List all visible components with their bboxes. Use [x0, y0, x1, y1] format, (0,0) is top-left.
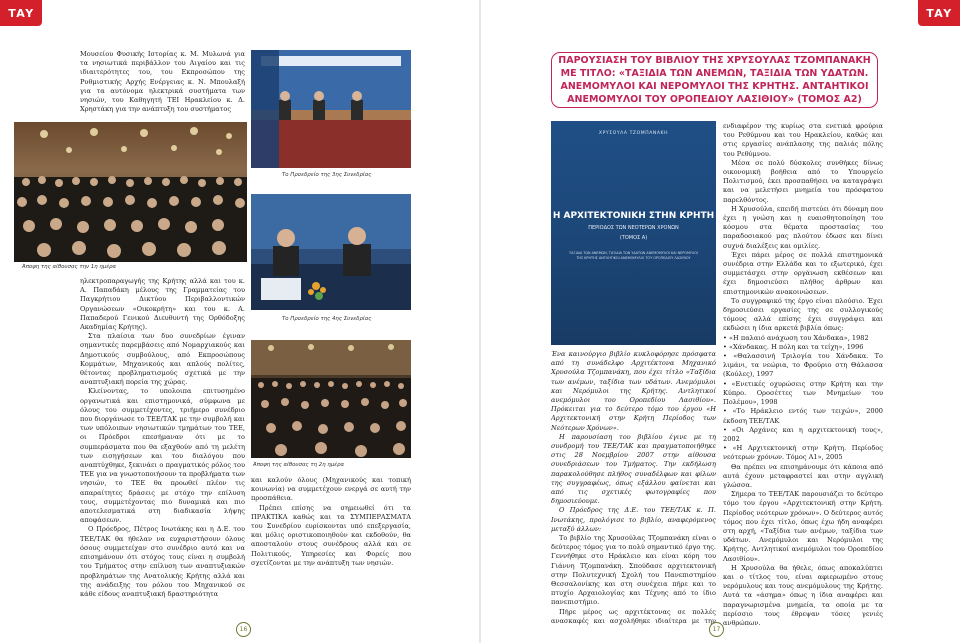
left-col1-top-text	[80, 50, 245, 120]
caption-hall-day1: Άποψη της αίθουσας την 1η ημέρα	[22, 264, 117, 270]
right-col1-text	[551, 350, 716, 625]
paragraph: Το συγγραφικό της έργο είναι πλούσιο. Έχει δημοσιεύσει εργασίες της σε συλλογικούς τόμους αλλά επίσης έχει συγγράψει και εκδώσει η ίδια αρκετά βιβλία όπως:	[723, 296, 883, 333]
book-author: ΧΡΥΣΟΥΛΑ ΤΖΟΜΠΑΝΑΚΗ	[598, 131, 669, 136]
paragraph: Μουσείου Φυσικής Ιστορίας κ. Μ. Μυλωνά για τα νησιωτικά περιβάλλον του Αιγαίου και τις ιδιαιτερότητες του, του Εκπροσώπου της Ρυθμιστικής Αρχής Ενέργειας κ. Ν. Μπουλαξή για τα αυτόνομα ηλεκτρικά συστήματα των νησιών, του Καθηγητή ΤΕΙ Ηρακλείου κ. Δ. Χρηστάκη για την ανάπτυξη του συστήματος	[80, 50, 245, 114]
book-volume: (ΤΟΜΟΣ Α)	[619, 235, 648, 241]
paragraph: Σήμερα το ΤΕΕ/ΤΑΚ παρουσιάζει το δεύτερο τόμο του έργου «Αρχιτεκτονική στην Κρήτη. Περίοδος νεότερων χρόνων». Ο δεύτερος αυτός τόμος που έχει τίτλο, όπως έχω ήδη αναφέρει στη αρχή, «Ταξίδια των ανέμων, ταξίδια των υδάτων. Ανεμόμυλοι και Νερόμυλοι της Κρήτης. Αντλητικοί ανεμόμυλοι του Οροπεδίου Λασιθίου».	[723, 490, 883, 563]
left-col1-bottom-text	[80, 277, 245, 619]
caption-presidium-4th: Το Προεδρείο της 4ης Συνεδρίας	[282, 316, 372, 322]
photo-hall-day1	[14, 122, 247, 262]
audience-photo-illustration	[251, 340, 411, 458]
caption-hall-day2: Άποψη της αίθουσας τη 2η ημέρα	[253, 462, 345, 468]
paragraph: Πήρε μέρος ως αρχιτέκτονας σε πολλές ανασκαφές και ασχολήθηκε ιδιαίτερα με την	[551, 607, 716, 625]
audience-photo-illustration	[14, 122, 247, 262]
paragraph: Η Χρυσούλα θα ήθελε, όπως αποκαλύπτει και ο τίτλος του, είναι αφιερωμένο στους νερόμυλους και τους ανεμόμυλους της Κρήτης. Αυτά τα «άσημα» όπως η ίδια αναφέρει και παραγνωρισμένα μνημεία, τα οποία με τα περίσσιο τους έθρεψαν τόσες γενιές ανθρώπων.	[723, 563, 883, 627]
list-item: • «Χάνδακας. Η πόλη και τα τείχη», 1996	[723, 343, 883, 352]
page-number-left: 16	[236, 622, 251, 637]
page-number-right: 17	[709, 622, 724, 637]
left-col2-text	[251, 476, 411, 566]
list-item: • «Θαλασσινή Τριλογία του Χάνδακα. Το λιμάνι, τα νεώρια, το Φρούριο στη Θάλασσα (Κούλες), 1997	[723, 352, 883, 380]
photo-presidium-4th-session	[251, 194, 411, 310]
list-item: • «Ενετικές οχυρώσεις στην Κρήτη και την Κύπρο. Οροσέττες των Μνημείων του Πολέμου», 1998	[723, 380, 883, 408]
paragraph: ενδιαφέρον της κυρίως στα ενετικά φρούρια του Ρεθύμνου και του Ηρακλείου, καθώς και στις εργασίες ανάπλασης της παλιάς πόλης του Ρεθύμνου.	[723, 122, 883, 158]
paragraph: Κλείνοντας, το υπολοιπα επιτυσημένο οργανωτικά και επιστημονικά, σύμφωνα με όλους του συμμετέχοντες, τριήμερο συνέδριο που διοργάνωσε το ΤΕΕ/ΤΑΚ με την συμβολή και των υπόλοιπων νησιωτικών τμημάτων του ΤΕΕ, οι Πρόεδροι επεσήμαναν ότι με το συμπεράσματα που θα εξαχθούν από τη μελέτη των εισηγήσεων και του διαλόγου που αναπτύχθηκε, ξεκινάει ο πραγματικός ρόλος του ΤΕΕ για να γνωστοποιήσουν τα προβλήματα των νησιών, το ΤΕΕ θα προωθεί πλέον τις απαραίτητες δράσεις με στόχο την επίλυση τους, συμμετέχοντας πιο δυναμικά και πιο αποτελεσματικά στη διαδικασία λήψης αποφάσεων.	[80, 387, 245, 525]
paragraph: Έχει πάρει μέρος σε πολλά επιστημονικά συνέδρια στην Ελλάδα και το εξωτερικό, έχει συμμετάσχει στην οργάνωση εκθέσεων και έχει δημοσιεύσει πλήθος άρθρων και επιστημονικών ανακοινώσεων.	[723, 250, 883, 296]
paragraph: Το βιβλίο της Χρυσούλας Τζομπανάκη είναι ο δεύτερος τόμος για το πολύ σημαντικό έργο της. Γεννήθηκε στο Ηράκλειο και είναι κόρη του Γιάννη Τζομπανάκη. Σπούδασε αρχιτεκτονική στην Πολυτεχνική Σχολή του Πανεπιστημίου Θεσσαλονίκης και στη συνέχεια πήρε και το πτυχίο Αρχαιολογίας και Τέχνης από το ίδιο πανεπιστήμιο.	[551, 534, 716, 607]
list-item: • «Η παλαιό ανάχωση του Χάνδακα», 1982	[723, 334, 883, 343]
section-tab-left: ΤΑΥ	[0, 0, 42, 26]
book-cover	[551, 121, 716, 345]
paragraph: Πρέπει επίσης να σημειωθεί ότι τα ΠΡΑΚΤΙΚΑ καθώς και τα ΣΥΜΠΕΡΑΣΜΑΤΑ του Συνεδρίου ευρίσκονται υπό επεξεργασία, και μόλις οριστικοποιηθούν και εκδοθούν, θα αποσταλούν στους συνέδρους αλλά και σε Πολιτικούς, Υπηρεσίες και Φορείς που σχετίζονται με την ανάπτυξη των νησιών.	[251, 503, 411, 566]
paragraph: Η παρουσίαση του βιβλίου έγινε με τη συνδρομή του ΤΕΕ/ΤΑΚ και πραγματοποιήθηκε στις 28 Νοεμβρίου 2007 στην αίθουσα συνεδριάσεων του Τμήματος. Την εκδήλωση παρακολούθησε πλήθος συναδέλφων και φίλων της συγγραφέως, όπως εξάλλου φαίνεται και από τις σχετικές φωτογραφίες που δημοσιεύουμε.	[551, 432, 716, 506]
paragraph: ηλεκτροπαραγωγής της Κρήτης αλλά και του κ. Α. Παπαδάκη μέλους της Γραμματείας του Παγκρήτιου Δικτύου Περιβαλλοντικών Οργανώσεων «Οικοκρήτη» και του κ. Α. Παπαδερού Γενικού Διευθυντή της Ορθόδοξης Ακαδημίας Κρήτης).	[80, 277, 245, 332]
book-cover-lines: ΤΑΞΙΔΙΑ ΤΩΝ ΑΝΕΜΩΝ, ΤΑΞΙΔΙΑ ΤΩΝ ΥΔΑΤΩΝ ΑΝΕΜΟΜΥΛΟΙ ΚΑΙ ΝΕΡΟΜΥΛΟΙ ΤΗΣ ΚΡΗΤΗΣ ΑΝΤΛΗΤΙΚΟΙ ΑΝΕΜΟΜΥΛΟΙ ΤΟΥ ΟΡΟΠΕΔΙΟΥ ΛΑΣΙΘΙΟΥ	[569, 251, 698, 261]
list-item: • «Οι Αρχάνες και η αρχιτεκτονική τους», 2002	[723, 426, 883, 444]
list-item: • «Η Αρχιτεκτονική στην Κρήτη. Περίοδος νεότερων χρόνων. Τόμος Α1», 2005	[723, 444, 883, 462]
paragraph: Θα πρέπει να επισημάνουμε ότι κάποια από αυτά έχουν μεταφραστεί και στην αγγλική γλώσσα.	[723, 462, 883, 489]
photo-presidium-3rd-session	[251, 50, 411, 168]
paragraph: Η Χρυσούλα, επειδή πιστεύει ότι δύναμη που έχει η γνώση και η ευαισθητοποίηση του κόσμου στα θέματα προστασίας του παραδοσιακού μας πλούτου έδωσε και δίνει συχνά διαλέξεις και ομιλίες.	[723, 204, 883, 250]
book-title: Η ΑΡΧΙΤΕΚΤΟΝΙΚΗ ΣΤΗΝ ΚΡΗΤΗ	[552, 211, 715, 221]
paragraph: Μέσα σε πολύ δύσκολες συνθήκες δίνως οικονομική βοήθεια από το Υπουργείο Πολιτισμού, έκει προσπαθήσει να καταγράψει και να μελετήσει μνημεία του πρόσφατου παρελθόντος.	[723, 158, 883, 204]
section-tab-right: ΤΑΥ	[918, 0, 960, 26]
paragraph: Στα πλαίσια των δυο συνεδρίων έγιναν σημαντικές παρεμβάσεις από Νομαρχιακούς και Δημοτικούς συμβούλους, από Εκπροσώπους Κομμάτων, Μηχανικούς και απλούς πολίτες, θέτοντας προβληματισμούς σχετικά με την αναπτυξιακή πορεία της χώρας.	[80, 332, 245, 387]
paragraph: Ένα καινούργιο βιβλίο κυκλοφόρησε πρόσφατα από τη συνάδελφο Αρχιτέκτονα Μηχανικό Χρυσούλα Τζομπανάκη, που έχει τίτλο «Ταξίδια των ανέμων, ταξίδια των υδάτων. Ανεμόμυλοι και Νερόμυλοι της Κρήτης. Αντλητικοί ανεμόμυλοι του Οροπεδίου Λασιθίου». Πρόκειται για το δεύτερο τόμο του έργου «Η Αρχιτεκτονική στην Κρήτη Περίοδος των Νεότερων Χρόνων».	[551, 350, 716, 432]
list-item: • «Το Ηράκλειο εντός των τειχών», 2000 έκδοση ΤΕΕ/ΤΑΚ	[723, 407, 883, 425]
books-list	[723, 334, 883, 463]
right-col2-text	[723, 122, 883, 627]
photo-hall-day2	[251, 340, 411, 458]
presidium-photo-illustration	[251, 194, 411, 310]
presidium-photo-illustration	[251, 50, 411, 168]
article-headline: ΠΑΡΟΥΣΙΑΣΗ ΤΟΥ ΒΙΒΛΙΟΥ ΤΗΣ ΧΡΥΣΟΥΛΑΣ ΤΖΟΜΠΑΝΑΚΗ ΜΕ ΤΙΤΛΟ: «ΤΑΞΙΔΙΑ ΤΩΝ ΑΝΕΜΩΝ, ΤΑΞΙΔΙΑ ΤΩΝ ΥΔΑΤΩΝ. ΑΝΕΜΟΜΥΛΟΙ ΚΑΙ ΝΕΡΟΜΥΛΟΙ ΤΗΣ ΚΡΗΤΗΣ. ΑΝΤΑΗΤΙΚΟΙ ΑΝΕΜΟΜΥΛΟΙ ΤΟΥ ΟΡΟΠΕΔΙΟΥ ΛΑΣΙΘΙΟΥ» (ΤΟΜΟΣ Α2)	[551, 52, 878, 108]
book-subtitle: ΠΕΡΙΟΔΟΣ ΤΩΝ ΝΕΟΤΕΡΩΝ ΧΡΟΝΩΝ	[588, 225, 679, 231]
paragraph: Ο Πρόεδρος της Δ.Ε. του ΤΕΕ/ΤΑΚ κ. Π. Ινωτάκης, προλόγισε το βιβλίο, αναφερόμενος μεταξύ άλλων:	[551, 506, 716, 533]
paragraph: Ο Πρόεδρος, Πέτρος Ινωτάκης και η Δ.Ε. του ΤΕΕ/ΤΑΚ θα ήθελαν να ευχαριστήσουν όλους όσους συμμετείχαν στο συνέδριο αυτό και να επισημάνουν ότι στόχος τους είναι η συμβολή του Τμήματος στην επίλυση των αναπτυξιακών προβλημάτων της Ανατολικής Κρήτης αλλά και της ανάδειξης του ρόλου του Μηχανικού σε κάθε είδους αναπτυξιακή δραστηριότητα	[80, 525, 245, 598]
paragraph: και καλούν όλους (Μηχανικούς και τοπική κοινωνία) να συμμετέχουν ενεργά σε αυτή την προσπάθεια.	[251, 476, 411, 503]
caption-presidium-3rd: Το Προεδρείο της 3ης Συνεδρίας	[282, 172, 372, 178]
